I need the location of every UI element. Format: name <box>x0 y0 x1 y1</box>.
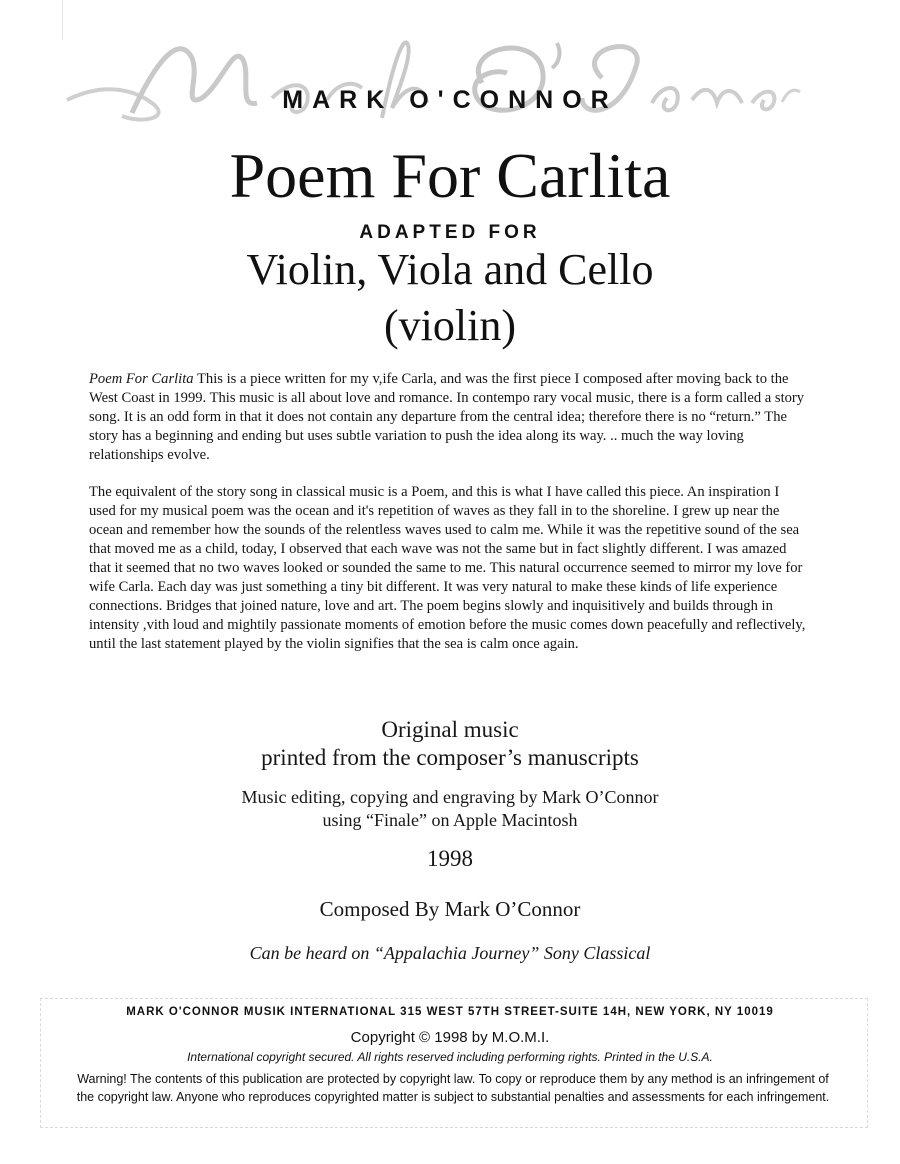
editing-credit <box>0 786 900 832</box>
copyright-line: Copyright © 1998 by M.O.M.I. <box>350 1029 550 1046</box>
composer-brand: MARK O'CONNOR <box>282 86 618 114</box>
editing-line-1: Music editing, copying and engraving by Mark O’Connor <box>241 787 659 807</box>
notes-paragraph-2: The equivalent of the story song in classical music is a Poem, and this is what I have called this piece. An inspiration I used for my musical poem was the ocean and it's repetition of waves as they fall in to the shoreline. I grew up near the ocean and remember how the sounds of the relentless waves used to calm me. While it was the repetitive sound of the sea that moved me as a child, today, I observed that each wave was not the same but in fact slightly different. I was amazed that it seemed that no two waves looked or sounded the same to me. This natural occurrence seemed to mirror my love for wife Carla. Each day was just something a tiny bit different. It was very natural to make these kinds of life experience connections. Bridges that joined nature, love and art. The poem begins slowly and inquisitively and builds through in intensity ,vith loud and mightily passionate moments of emotion before the music comes down peacefully and reflectively, until the last statement played by the violin signifies that the sea is calm once again. <box>89 484 806 652</box>
rights-notice: International copyright secured. All rights reserved including performing rights. Printed in the U.S.A. <box>187 1050 713 1064</box>
notes-paragraph-1 <box>89 370 807 465</box>
publisher-address: MARK O'CONNOR MUSIK INTERNATIONAL 315 WEST 57TH STREET-SUITE 14H, NEW YORK, NY 10019 <box>126 1006 774 1018</box>
notes-paragraph-1-text: This is a piece written for my v,ife Carla, and was the first piece I composed after moving back to the West Coast in 1999. This music is all about love and romance. In contempo rary vocal music, there is a form called a story song. It is an odd form in that it does not contain any departure from the central idea; therefore there is no “return.” The story has a beginning and ending but uses subtle variation to push the idea along its way. .. much the way loving relationships evolve. <box>89 371 805 463</box>
year: 1998 <box>427 846 473 871</box>
recording-note: Can be heard on “Appalachia Journey” Sony Classical <box>249 943 651 963</box>
program-notes <box>89 370 807 672</box>
part-name: (violin) <box>384 301 516 350</box>
original-line-1: Original music <box>381 717 519 742</box>
instrumentation: Violin, Viola and Cello <box>246 245 654 294</box>
copyright-warning: Warning! The contents of this publication are protected by copyright law. To copy or reproduce them by any method is an infringement of the copyright law. Anyone who reproduces copyrighted matter is subject to substantial penalties and assessments for each infringement. <box>76 1072 830 1104</box>
composed-by: Composed By Mark O’Connor <box>319 897 581 921</box>
original-line-2: printed from the composer’s manuscripts <box>261 745 639 770</box>
signature-logo <box>62 28 802 138</box>
original-music-note <box>0 716 900 772</box>
piece-title: Poem For Carlita <box>229 140 671 211</box>
editing-line-2: using “Finale” on Apple Macintosh <box>322 810 578 830</box>
adapted-label: ADAPTED FOR <box>359 222 541 243</box>
notes-title-italic: Poem For Carlita <box>89 371 194 387</box>
